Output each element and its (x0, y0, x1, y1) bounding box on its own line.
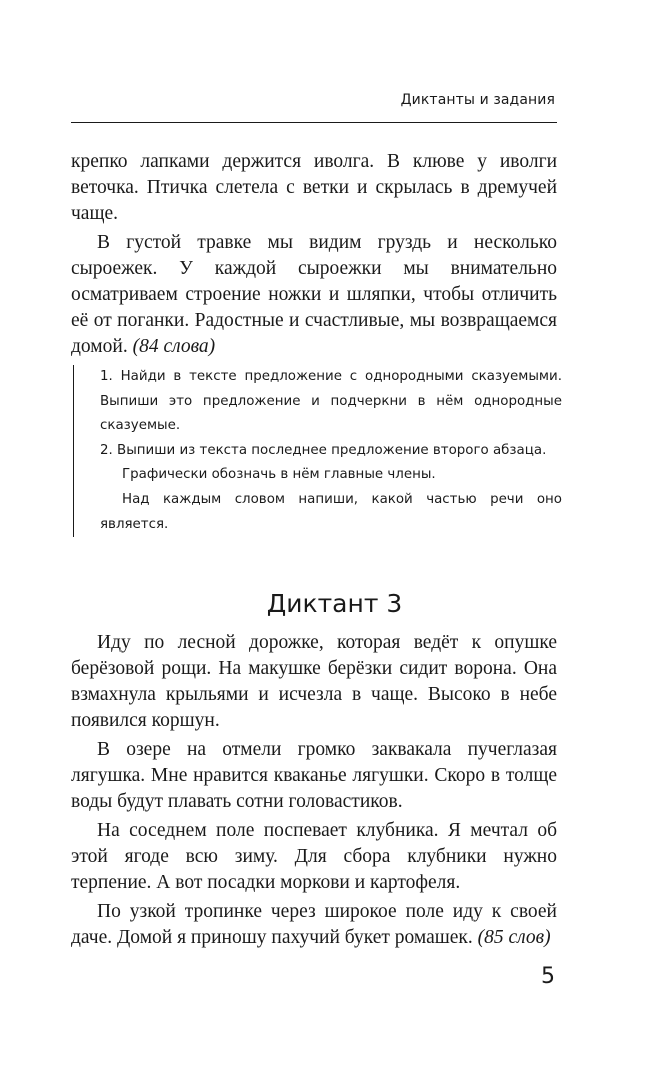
paragraph (71, 230, 557, 360)
dictation-3-text (71, 630, 557, 954)
running-header: Диктанты и задания (400, 92, 555, 108)
task-item: Графически обозначь в нём главные члены. (122, 467, 436, 483)
task-block (73, 365, 562, 537)
header-rule (71, 122, 557, 123)
paragraph-text: В густой травке мы видим груздь и несколько сыроежек. У каждой сыроежки мы внимательно осматриваем строение ножки и шляпки, чтобы отличить её от поганки. Радостные и счастливые, мы возвращаемся домой. (71, 232, 557, 357)
word-count: (84 слова) (132, 336, 216, 357)
page-number: 5 (541, 964, 555, 989)
paragraph-text: По узкой тропинке через широкое поле иду к своей даче. Домой я приношу пахучий букет ромашек. (71, 901, 557, 948)
section-title: Диктант 3 (266, 589, 403, 618)
task-item: Над каждым словом напиши, какой частью речи оно является. (100, 491, 562, 532)
task-item: 1. Найди в тексте предложение с однородными сказуемыми. Выпиши это предложение и подчеркни в нём однородные сказуемые. (100, 369, 562, 434)
paragraph: Иду по лесной дорожке, которая ведёт к опушке берёзовой рощи. На макушке берёзки сидит ворона. Она взмахнула крыльями и исчезла в чаще. Высоко в небе появился коршун. (71, 632, 557, 731)
word-count: (85 слов) (477, 927, 551, 948)
paragraph: На соседнем поле поспевает клубника. Я мечтал об этой ягоде всю зиму. Для сбора клубники нужно терпение. А вот посадки моркови и картофеля. (71, 820, 557, 893)
paragraph: В озере на отмели громко заквакала пучеглазая лягушка. Мне нравится кваканье лягушки. Скоро в толще воды будут плавать сотни головастиков. (71, 739, 557, 812)
task-item: 2. Выпиши из текста последнее предложение второго абзаца. (100, 442, 547, 458)
paragraph: крепко лапками держится иволга. В клюве у иволги веточка. Птичка слетела с ветки и скрылась в дремучей чаще. (71, 151, 557, 224)
dictation-2-text (71, 149, 557, 363)
paragraph (71, 899, 557, 951)
